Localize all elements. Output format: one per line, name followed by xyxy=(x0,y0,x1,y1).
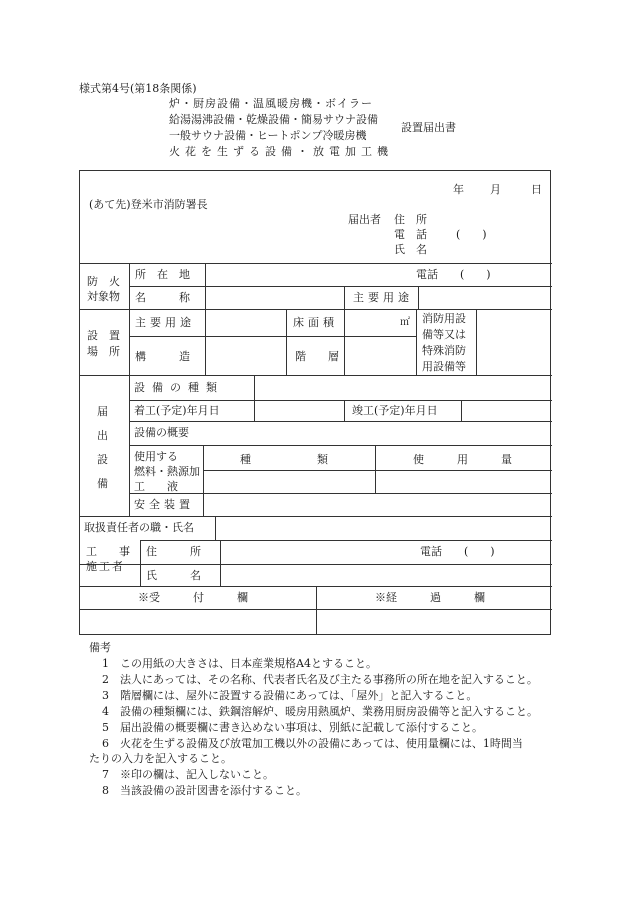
contractor-section-label-2: 施工者 xyxy=(86,560,125,573)
fire-equipment-label-1: 消防用設 xyxy=(422,312,466,325)
title-line-4: 火花を生ずる設備・放電加工機 xyxy=(169,145,393,158)
target-phone-label: 電話 ( ) xyxy=(416,268,491,281)
equip-section-char-2: 出 xyxy=(97,429,108,442)
application-form xyxy=(79,170,551,635)
title-line-2: 給湯湯沸設備・乾燥設備・簡易サウナ設備 xyxy=(169,113,378,126)
target-location-label: 所 在 地 xyxy=(135,268,190,281)
notes-title: 備考 xyxy=(89,641,111,654)
site-floor-label: 階 層 xyxy=(295,350,339,363)
date-day: 日 xyxy=(531,183,542,196)
contractor-address-label: 住 所 xyxy=(146,545,201,558)
site-section-label-2: 場 所 xyxy=(87,345,120,358)
note-item: 4 設備の種類欄には、鉄鋼溶解炉、暖房用熱風炉、業務用厨房設備等と記入すること。 xyxy=(102,705,538,718)
contractor-phone-label: 電話 ( ) xyxy=(420,545,495,558)
manager-label: 取扱責任者の職・氏名 xyxy=(84,521,194,534)
equip-usage-header: 使 用 量 xyxy=(413,453,512,466)
target-section-label-2: 対象物 xyxy=(87,290,120,303)
note-item: 8 当該設備の設計図書を添付すること。 xyxy=(102,784,307,797)
contractor-name-label: 氏 名 xyxy=(146,569,201,582)
equip-type-label: 設備の種類 xyxy=(134,381,224,394)
fire-equipment-label-3: 特殊消防 xyxy=(422,344,466,357)
equip-section-char-4: 備 xyxy=(97,477,108,490)
title-line-1: 炉・厨房設備・温風暖房機・ボイラー xyxy=(169,97,373,110)
title-line-3: 一般サウナ設備・ヒートポンプ冷暖房機 xyxy=(169,129,367,142)
equip-kind-header: 種 類 xyxy=(240,453,328,466)
site-structure-label: 構 造 xyxy=(135,350,190,363)
equip-section-char-3: 設 xyxy=(97,453,108,466)
site-floor-area-label: 床面積 xyxy=(293,316,338,329)
fire-equipment-label-4: 用設備等 xyxy=(422,360,466,373)
document-title: 設置届出書 xyxy=(401,121,456,134)
equip-start-date-label: 着工(予定)年月日 xyxy=(134,404,220,417)
note-item: 7 ※印の欄は、記入しないこと。 xyxy=(102,768,274,781)
note-item: 2 法人にあっては、その名称、代表者氏名及び主たる事務所の所在地を記入すること。 xyxy=(102,673,538,686)
date-year: 年 xyxy=(453,183,464,196)
equip-fuel-label-3: 工 液 xyxy=(134,480,178,493)
note-item: 3 階層欄には、屋外に設置する設備にあっては、「屋外」と記入すること。 xyxy=(102,689,478,702)
equip-outline-label: 設備の概要 xyxy=(134,426,189,439)
target-main-use-label: 主要用途 xyxy=(353,291,413,304)
contractor-section-label-1: 工 事 xyxy=(86,545,130,558)
equip-safety-label: 安全装置 xyxy=(134,498,194,511)
filer-label: 届出者 xyxy=(348,213,381,226)
site-area-unit: ㎡ xyxy=(400,317,410,328)
note-item: 5 届出設備の概要欄に書き込めない事項は、別紙に記載して添付すること。 xyxy=(102,721,483,734)
target-section-label-1: 防 火 xyxy=(87,275,120,288)
filer-phone-paren: ( ) xyxy=(456,228,487,241)
filer-phone-label: 電 話 xyxy=(394,228,427,241)
equip-finish-date-label: 竣工(予定)年月日 xyxy=(352,404,438,417)
addressee: (あて先)登米市消防署長 xyxy=(89,198,208,211)
progress-column-label: ※経 過 欄 xyxy=(375,591,485,604)
note-item: 6 火花を生ずる設備及び放電加工機以外の設備にあっては、使用量欄には、1時間当 xyxy=(102,737,523,750)
fire-equipment-label-2: 備等又は xyxy=(422,328,466,341)
site-main-use-label: 主要用途 xyxy=(135,316,195,329)
target-name-label: 名 称 xyxy=(135,291,190,304)
note-item-continuation: たりの入力を記入すること。 xyxy=(89,752,232,765)
equip-section-char-1: 届 xyxy=(97,405,108,418)
reception-column-label: ※受 付 欄 xyxy=(138,591,248,604)
date-month: 月 xyxy=(490,183,501,196)
equip-fuel-label-1: 使用する xyxy=(134,450,178,463)
note-item: 1 この用紙の大きさは、日本産業規格A4とすること。 xyxy=(102,657,377,670)
filer-address-label: 住 所 xyxy=(394,213,427,226)
filer-name-label: 氏 名 xyxy=(394,243,427,256)
form-number: 様式第4号(第18条関係) xyxy=(79,82,197,95)
equip-fuel-label-2: 燃料・熱源加 xyxy=(134,465,200,478)
site-section-label-1: 設 置 xyxy=(87,329,120,342)
